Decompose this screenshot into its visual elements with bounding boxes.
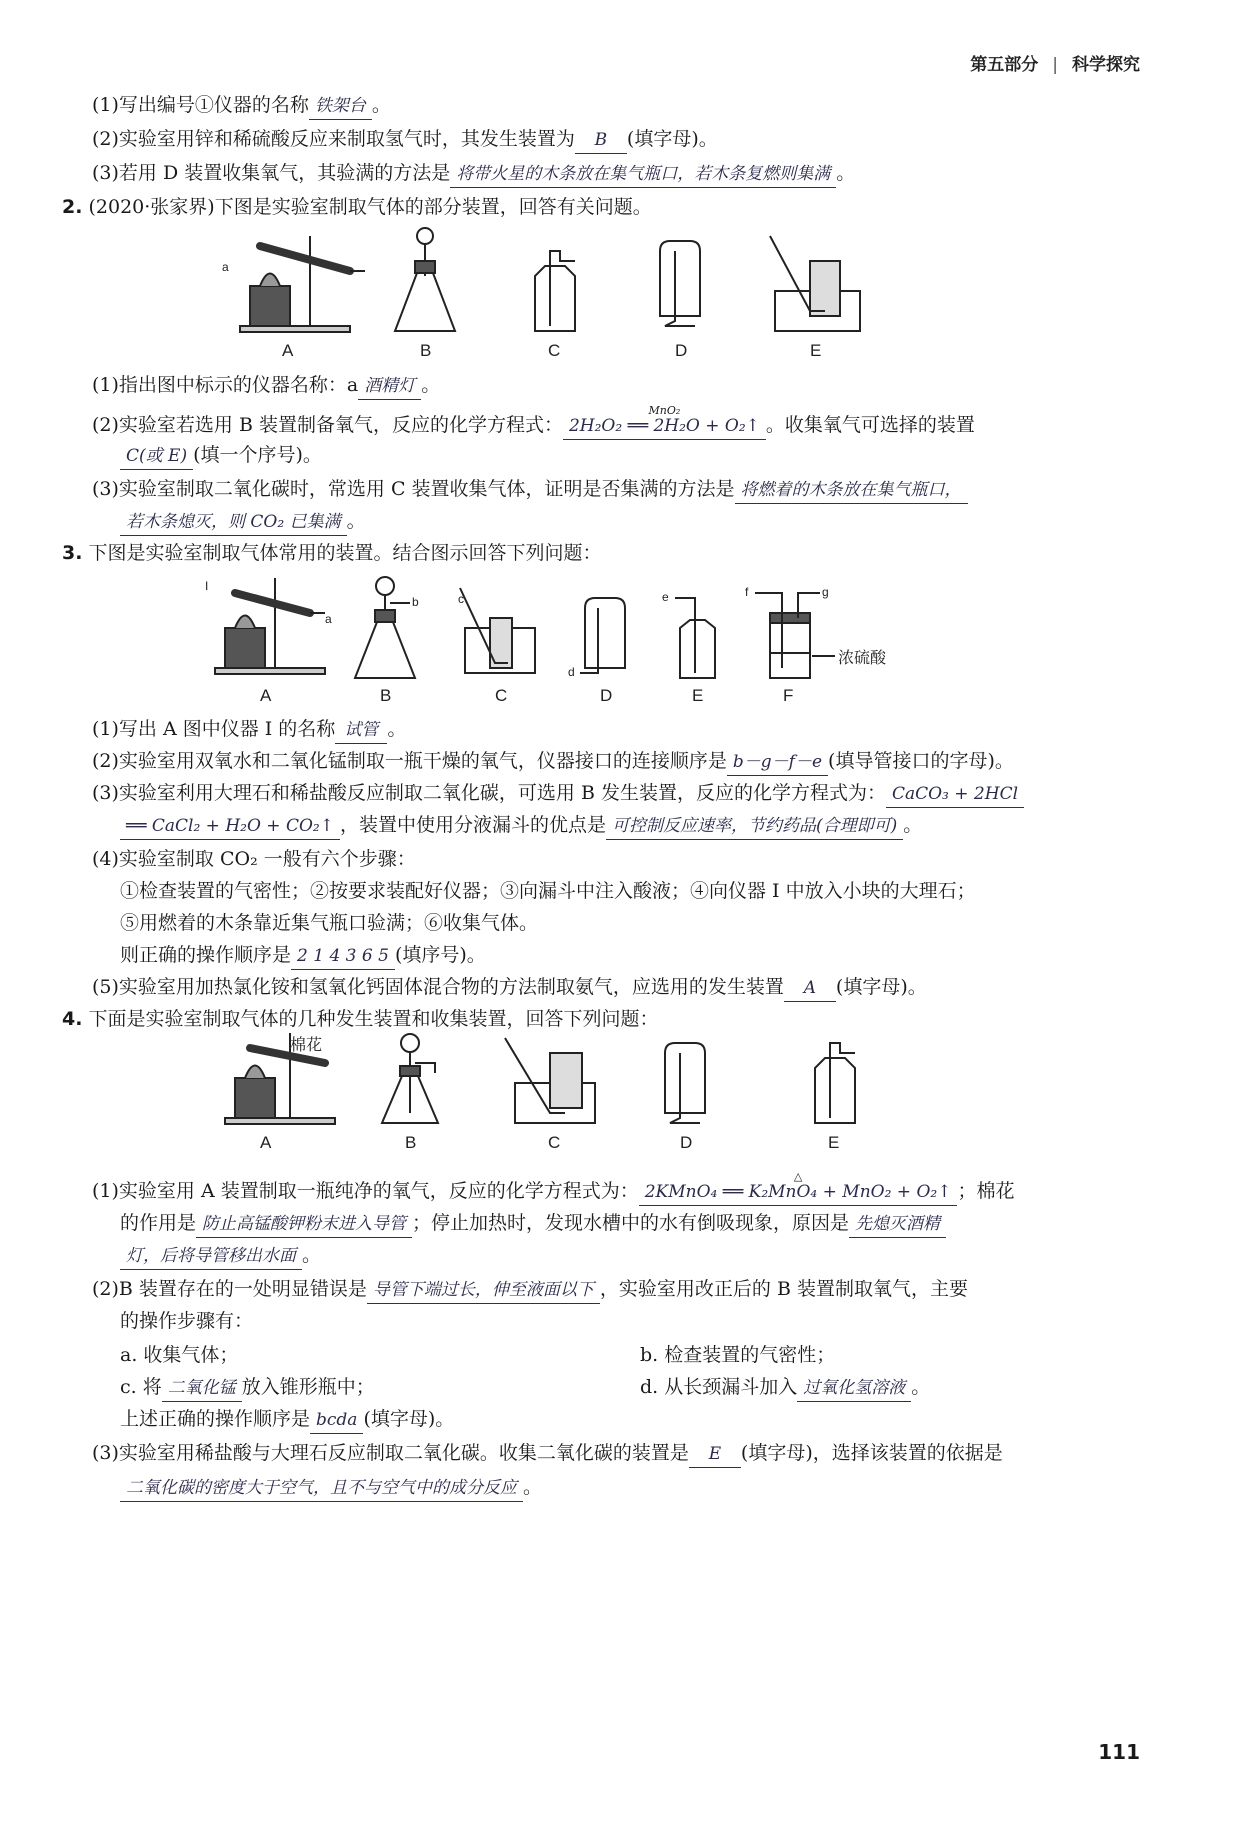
q4-option-c (120, 1374, 375, 1402)
q2-number: 2. (62, 196, 83, 218)
q4-opt-d-post: 。 (911, 1376, 931, 1398)
header-separator: | (1052, 55, 1058, 75)
q4-l2-answer-2: 先熄灭酒精 (849, 1211, 946, 1238)
fig-label-d: D (675, 341, 688, 360)
q3-apparatus-f (755, 593, 835, 678)
q2-l3-answer: C(或 E) (120, 443, 193, 470)
q3-l1-post: 。 (387, 718, 407, 740)
q4-opt-c-answer: 二氧化锰 (162, 1375, 242, 1402)
fig-label-e: E (828, 1133, 840, 1152)
q1-l3-answer: 将带火星的木条放在集气瓶口，若木条复燃则集满 (450, 161, 836, 188)
q3-l8-post: (填序号)。 (394, 944, 486, 966)
label-a: a (222, 260, 229, 274)
q3-line-4 (120, 812, 922, 840)
q3-line-5: (4)实验室制取 CO₂ 一般有六个步骤： (92, 848, 416, 870)
q2-l2-post: 。收集氧气可选择的装置 (765, 414, 975, 436)
q3-line-8 (120, 942, 486, 970)
q4-l6-answer: bcda (310, 1407, 363, 1434)
q3-l4-post: 。 (903, 814, 923, 836)
apparatus-e-trough (770, 236, 860, 331)
header-section: 科学探究 (1072, 55, 1140, 75)
page-header (970, 50, 1140, 75)
q4-opt-d-text: d. 从长颈漏斗加入 (640, 1376, 798, 1398)
q2-l3-post: (填一个序号)。 (193, 444, 322, 466)
q3-apparatus-e (675, 598, 715, 678)
q3-l4-answer-2: 可控制反应速率，节约药品(合理即可) (606, 813, 903, 840)
q3-l1-answer: 试管 (335, 717, 387, 744)
label-d: d (568, 665, 575, 679)
q4-apparatus-e (815, 1043, 855, 1123)
fig-label-c: C (495, 686, 508, 705)
q3-number: 3. (62, 542, 83, 564)
fig-label-d: D (600, 686, 613, 705)
label-cotton: 棉花 (290, 1035, 323, 1054)
q1-l2-post: (填字母)。 (626, 128, 718, 150)
fig-label-e: E (810, 341, 822, 360)
label-e: e (662, 590, 669, 604)
fig-label-a: A (260, 1133, 272, 1152)
fig-label-f: F (783, 686, 794, 705)
q2-figure (220, 216, 920, 366)
q2-l2-answer: 2H₂O₂ ══ 2H₂O + O₂↑ (563, 413, 766, 440)
q2-l1-post: 。 (421, 374, 441, 396)
q4-number: 4. (62, 1008, 83, 1030)
q2-line-1 (92, 372, 440, 400)
q4-line-3 (120, 1242, 321, 1270)
q4-l7-answer: E (689, 1441, 741, 1468)
q4-line-7 (92, 1440, 1003, 1468)
q4-line-4 (92, 1276, 968, 1304)
q4-l8-answer: 二氧化碳的密度大于空气，且不与空气中的成分反应 (120, 1475, 523, 1502)
q4-apparatus-b (382, 1034, 438, 1123)
q1-l1-text: (1)写出编号①仪器的名称 (92, 94, 309, 116)
q4-l6-post: (填字母)。 (363, 1408, 455, 1430)
q1-l3-text: (3)若用 D 装置收集氧气，其验满的方法是 (92, 162, 451, 184)
q4-opt-d-answer: 过氧化氢溶液 (797, 1375, 911, 1402)
q3-line-7: ⑤用燃着的木条靠近集气瓶口验满；⑥收集气体。 (120, 912, 539, 934)
q4-line-6 (120, 1406, 454, 1434)
q3-l9-post: (填字母)。 (835, 976, 927, 998)
q3-apparatus-b (355, 577, 415, 678)
label-b: b (412, 595, 419, 609)
q1-l1-answer: 铁架台 (309, 93, 372, 120)
q3-l4-mid: ，装置中使用分液漏斗的优点是 (339, 814, 606, 836)
q4-l1-answer: 2KMnO₄ ══ K₂MnO₄ + MnO₂ + O₂↑ (639, 1179, 958, 1206)
apparatus-d-bottle (660, 241, 700, 326)
q4-apparatus-d (665, 1043, 705, 1123)
q4-l2-answer: 防止高锰酸钾粉末进入导管 (196, 1211, 412, 1238)
q1-line-3 (92, 160, 855, 188)
q4-l1-text: (1)实验室用 A 装置制取一瓶纯净的氧气，反应的化学方程式为： (92, 1180, 639, 1202)
q3-apparatus-d (580, 598, 625, 673)
q1-l2-text: (2)实验室用锌和稀硫酸反应来制取氢气时，其发生装置为 (92, 128, 575, 150)
page-number: 111 (1098, 1740, 1140, 1764)
q4-l4-answer: 导管下端过长，伸至液面以下 (367, 1277, 600, 1304)
q3-title-line (62, 540, 602, 566)
q1-l1-post: 。 (371, 94, 391, 116)
label-a: a (325, 612, 332, 626)
q4-apparatus-c (505, 1038, 595, 1123)
q3-l2-text: (2)实验室用双氧水和二氧化锰制取一瓶干燥的氧气，仪器接口的连接顺序是 (92, 750, 727, 772)
fig-label-c: C (548, 1133, 561, 1152)
q3-line-3 (92, 780, 1024, 808)
label-i: I (205, 579, 209, 593)
q3-line-1 (92, 716, 406, 744)
q4-l1-post: ；棉花 (957, 1180, 1015, 1202)
q4-title: 下面是实验室制取气体的几种发生装置和收集装置，回答下列问题： (88, 1008, 659, 1030)
apparatus-b-flask (395, 228, 455, 331)
q4-line-1 (92, 1170, 1015, 1206)
q4-line-8 (120, 1474, 542, 1502)
q2-title: (2020·张家界)下图是实验室制取气体的部分装置，回答有关问题。 (88, 196, 652, 218)
q1-l2-answer: B (575, 127, 627, 154)
fig-label-b: B (380, 686, 392, 705)
q3-line-2 (92, 748, 1014, 776)
q2-line-2 (92, 404, 975, 440)
q1-l3-post: 。 (836, 162, 856, 184)
q4-l2-text: 的作用是 (120, 1212, 197, 1234)
fig-label-d: D (680, 1133, 693, 1152)
q2-l5-answer: 若木条熄灭，则 CO₂ 已集满 (120, 509, 347, 536)
q4-line-5: 的操作步骤有： (120, 1310, 254, 1332)
q2-line-4 (92, 476, 968, 504)
q4-l2-mid: ；停止加热时，发现水槽中的水有倒吸现象，原因是 (412, 1212, 850, 1234)
q1-line-2 (92, 126, 718, 154)
q3-l9-answer: A (784, 975, 836, 1002)
q4-option-a: a. 收集气体； (120, 1344, 239, 1366)
q3-line-6: ①检查装置的气密性；②按要求装配好仪器；③向漏斗中注入酸液；④向仪器 I 中放入小块的大理石； (120, 880, 976, 902)
q3-l8-answer: 2 1 4 3 6 5 (291, 943, 395, 970)
q3-l9-text: (5)实验室用加热氯化铵和氢氧化钙固体混合物的方法制取氨气，应选用的发生装置 (92, 976, 784, 998)
q2-l4-text: (3)实验室制取二氧化碳时，常选用 C 装置收集气体，证明是否集满的方法是 (92, 478, 735, 500)
q4-l1-condition: △ (793, 1170, 803, 1183)
q4-l4-post: ，实验室用改正后的 B 装置制取氧气，主要 (599, 1278, 968, 1300)
q3-l3-text: (3)实验室利用大理石和稀盐酸反应制取二氧化碳，可选用 B 发生装置，反应的化学方程式为： (92, 782, 886, 804)
q2-l2-condition: MnO₂ (648, 404, 681, 417)
q2-line-5 (120, 508, 366, 536)
q3-l2-post: (填导管接口的字母)。 (828, 750, 1014, 772)
label-g: g (822, 585, 829, 599)
q4-line-2 (120, 1210, 946, 1238)
q4-l3-post: 。 (302, 1244, 322, 1266)
label-acid: 浓硫酸 (838, 648, 887, 667)
q2-l1-text: (1)指出图中标示的仪器名称：a (92, 374, 359, 396)
q4-l3-answer: 灯，后将导管移出水面 (120, 1243, 302, 1270)
q2-l5-post: 。 (346, 510, 366, 532)
q3-apparatus-a (215, 578, 325, 674)
fig-label-b: B (405, 1133, 417, 1152)
fig-label-e: E (692, 686, 704, 705)
q4-l6-text: 上述正确的操作顺序是 (120, 1408, 311, 1430)
q2-line-3 (120, 442, 322, 470)
q1-line-1 (92, 92, 391, 120)
fig-label-b: B (420, 341, 432, 360)
label-f: f (745, 585, 749, 599)
header-part: 第五部分 (970, 55, 1039, 75)
fig-label-c: C (548, 341, 561, 360)
q2-l4-answer: 将燃着的木条放在集气瓶口， (735, 477, 968, 504)
q4-l7-post: (填字母)，选择该装置的依据是 (740, 1442, 1003, 1464)
q2-l2-text: (2)实验室若选用 B 装置制备氧气，反应的化学方程式： (92, 414, 563, 436)
q3-apparatus-c (460, 588, 535, 673)
q4-opt-c-post: 放入锥形瓶中； (241, 1376, 375, 1398)
q3-l1-text: (1)写出 A 图中仪器 I 的名称 (92, 718, 336, 740)
q4-opt-c-text: c. 将 (120, 1376, 162, 1398)
q3-l8-text: 则正确的操作顺序是 (120, 944, 292, 966)
q4-figure (210, 1028, 930, 1158)
q3-l2-answer: b－g－f－e (727, 749, 828, 776)
q4-l7-text: (3)实验室用稀盐酸与大理石反应制取二氧化碳。收集二氧化碳的装置是 (92, 1442, 689, 1464)
fig-label-a: A (282, 341, 294, 360)
q4-l8-post: 。 (523, 1476, 543, 1498)
label-c: c (458, 592, 464, 606)
apparatus-a-stand (240, 236, 365, 332)
q3-line-9 (92, 974, 927, 1002)
fig-label-a: A (260, 686, 272, 705)
apparatus-c-bottle (535, 251, 575, 331)
q3-figure (200, 568, 980, 708)
q3-l4-answer: ══ CaCl₂ + H₂O + CO₂↑ (120, 813, 340, 840)
q3-title: 下图是实验室制取气体常用的装置。结合图示回答下列问题： (88, 542, 602, 564)
q3-l3-answer: CaCO₃ + 2HCl (886, 781, 1024, 808)
q4-l4-text: (2)B 装置存在的一处明显错误是 (92, 1278, 367, 1300)
q2-l1-answer: 酒精灯 (358, 373, 421, 400)
q4-option-b: b. 检查装置的气密性； (640, 1344, 836, 1366)
q4-option-d (640, 1374, 930, 1402)
